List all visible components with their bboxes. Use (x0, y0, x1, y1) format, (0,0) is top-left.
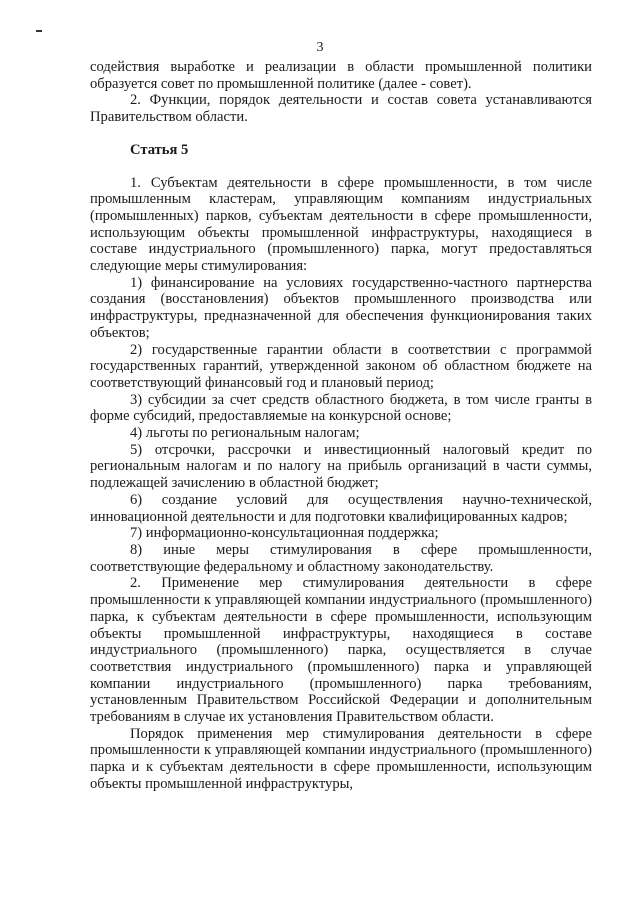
paragraph-article5-item1: 1. Субъектам деятельности в сфере промышленности, в том числе промышленным кластерам, управляющим компаниям индустриальных (промышленных) парков, субъектам деятельности в сфере промышленности, использующим объекты промышленной инфраструктуры, находящиеся в составе индустриального (промышленного) парка, могут предоставляться следующие меры стимулирования: (90, 174, 592, 275)
article-heading: Статья 5 (130, 141, 189, 158)
paragraph-application-procedure: Порядок применения мер стимулирования деятельности в сфере промышленности к управляющей компании индустриального (промышленного) парка и к субъектам деятельности в сфере промышленности, использующим объекты промышленной инфраструктуры, (90, 725, 592, 792)
list-item-3: 3) субсидии за счет средств областного бюджета, в том числе гранты в форме субсидий, предоставляемые на конкурсной основе; (90, 391, 592, 425)
paragraph-article5-item2: 2. Применение мер стимулирования деятельности в сфере промышленности к управляющей компании индустриального (промышленного) парка, к субъектам деятельности в сфере промышленности, использующим объекты промышленной инфраструктуры, находящиеся в составе индустриального (промышленного) парка, осуществляется в случае соответствия индустриального (промышленного) парка и управляющей компании индустриального (промышленного) парка требованиям, установленным Правительством Российской Федерации и дополнительным требованиям в случае их установления Правительством области. (90, 575, 592, 726)
list-item-7: 7) информационно-консультационная поддержка; (130, 525, 439, 542)
list-item-1: 1) финансирование на условиях государственно-частного партнерства создания (восстановления) объектов промышленного производства или инфраструктуры, предназначенной для обеспечения функционирования таких объектов; (90, 274, 592, 341)
paragraph-continuation: содействия выработке и реализации в области промышленной политики образуется совет по промышленной политике (далее - совет). (90, 59, 592, 92)
list-item-4: 4) льготы по региональным налогам; (130, 425, 360, 442)
scan-speck (36, 30, 42, 32)
list-item-8: 8) иные меры стимулирования в сфере промышленности, соответствующие федеральному и областному законодательству. (90, 541, 592, 575)
paragraph-council-functions: 2. Функции, порядок деятельности и состав совета устанавливаются Правительством области. (90, 92, 592, 126)
list-item-6: 6) создание условий для осуществления научно-технической, инновационной деятельности и для подготовки квалифицированных кадров; (90, 491, 592, 525)
list-item-5: 5) отсрочки, рассрочки и инвестиционный налоговый кредит по региональным налогам и по налогу на прибыль организаций в части суммы, подлежащей зачислению в областной бюджет; (90, 441, 592, 492)
page-number: 3 (316, 40, 324, 55)
list-item-2: 2) государственные гарантии области в соответствии с программой государственных гарантий, утвержденной законом об областном бюджете на соответствующий финансовый год и плановый период; (90, 341, 592, 391)
page-body (90, 59, 592, 793)
